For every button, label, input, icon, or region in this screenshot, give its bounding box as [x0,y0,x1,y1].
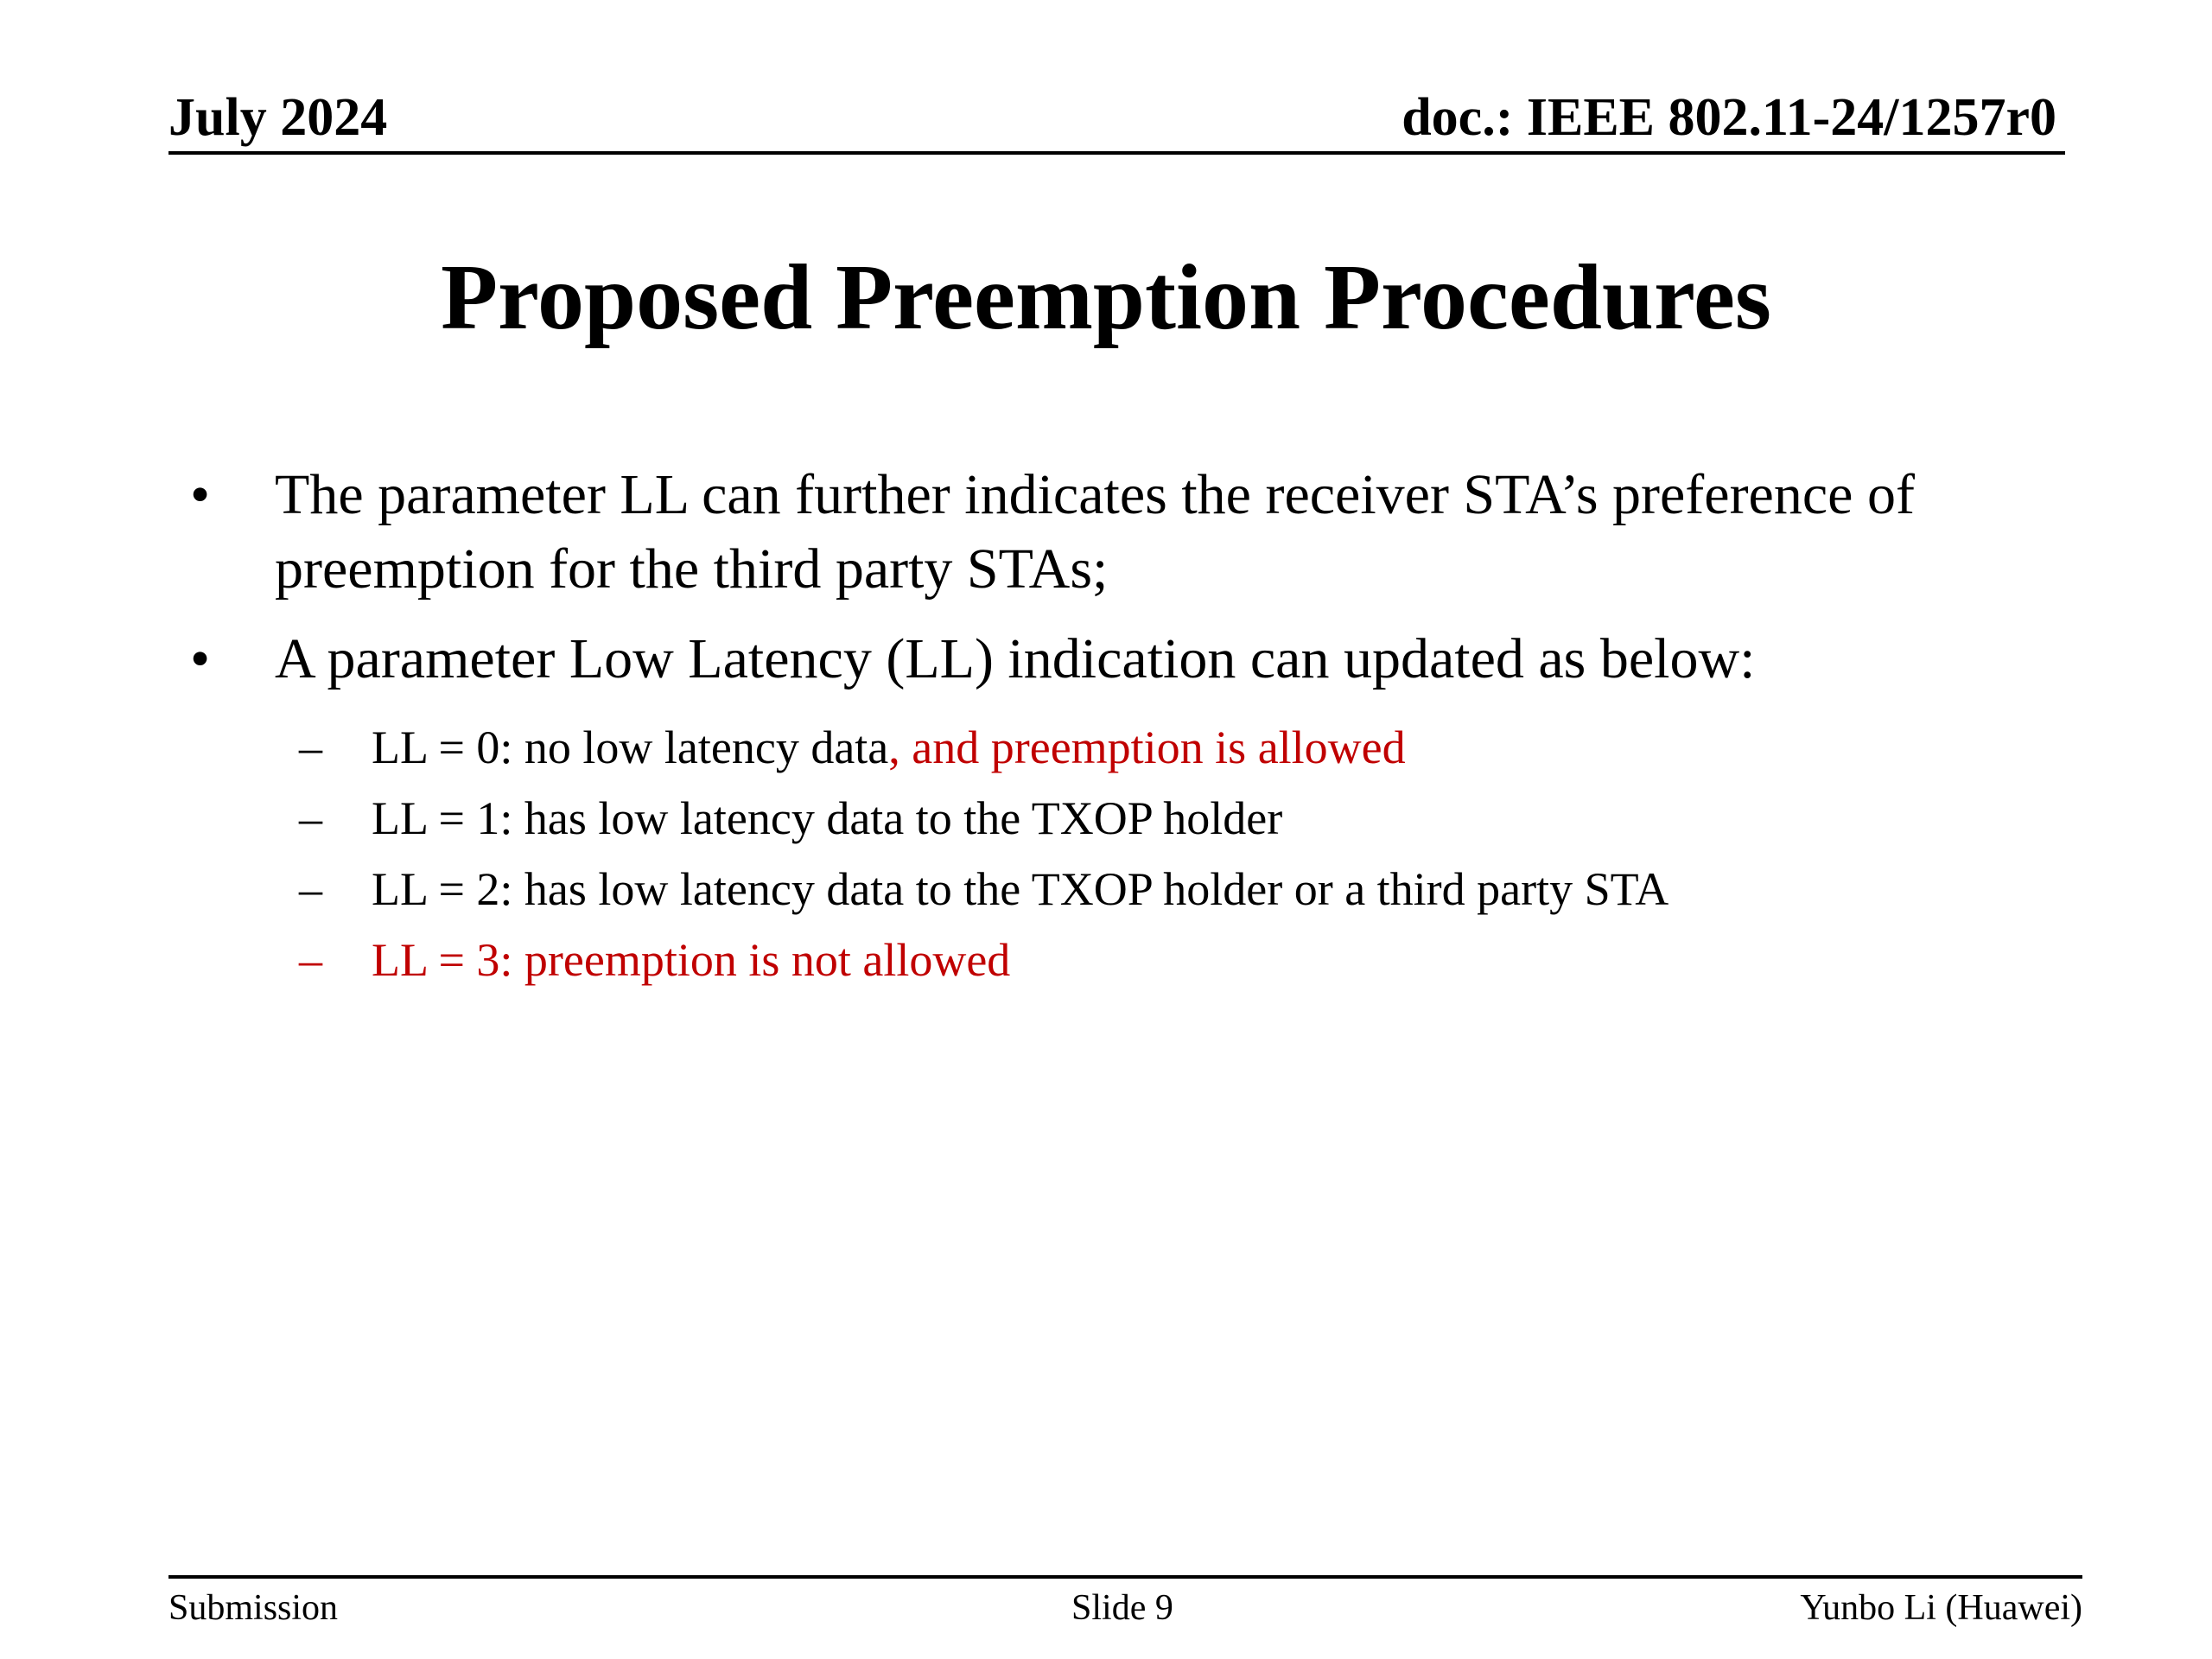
footer-author: Yunbo Li (Huawei) [1800,1588,2082,1628]
slide-title: Proposed Preemption Procedures [441,246,1771,349]
sub-dash: – [299,721,322,773]
sub-item-ll-3 [173,925,2074,995]
sub-dash: – [299,934,322,986]
sub-dash: – [299,792,322,844]
bullet-mark: • [190,627,211,690]
sub-item-ll-0 [173,712,2074,783]
slide-body [173,458,2074,995]
bullet-mark: • [190,463,211,526]
footer-submission: Submission [168,1588,339,1628]
bullet-text: The parameter LL can further indicates the receiver STA’s preference of preemption for the third party STAs; [275,463,1915,601]
slide-footer [168,1575,2082,1639]
sub-text-highlight: , and preemption is allowed [888,721,1406,773]
sub-list [173,712,2074,995]
sub-dash: – [299,863,322,915]
sub-text: LL = 0: no low latency data [372,721,889,773]
slide-header [168,82,2065,155]
sub-text-highlight: LL = 3: preemption is not allowed [372,934,1011,986]
sub-text: LL = 1: has low latency data to the TXOP holder [372,792,1283,844]
header-doc-id: doc.: IEEE 802.11-24/1257r0 [1402,88,2056,147]
sub-item-ll-2 [173,854,2074,925]
header-date: July 2024 [168,88,388,147]
bullet-item [173,622,2074,696]
footer-slide-number: Slide 9 [1071,1588,1173,1628]
bullet-item [173,458,2074,607]
bullet-text: A parameter Low Latency (LL) indication can updated as below: [275,627,1756,690]
sub-text: LL = 2: has low latency data to the TXOP holder or a third party STA [372,863,1669,915]
sub-item-ll-1 [173,783,2074,854]
